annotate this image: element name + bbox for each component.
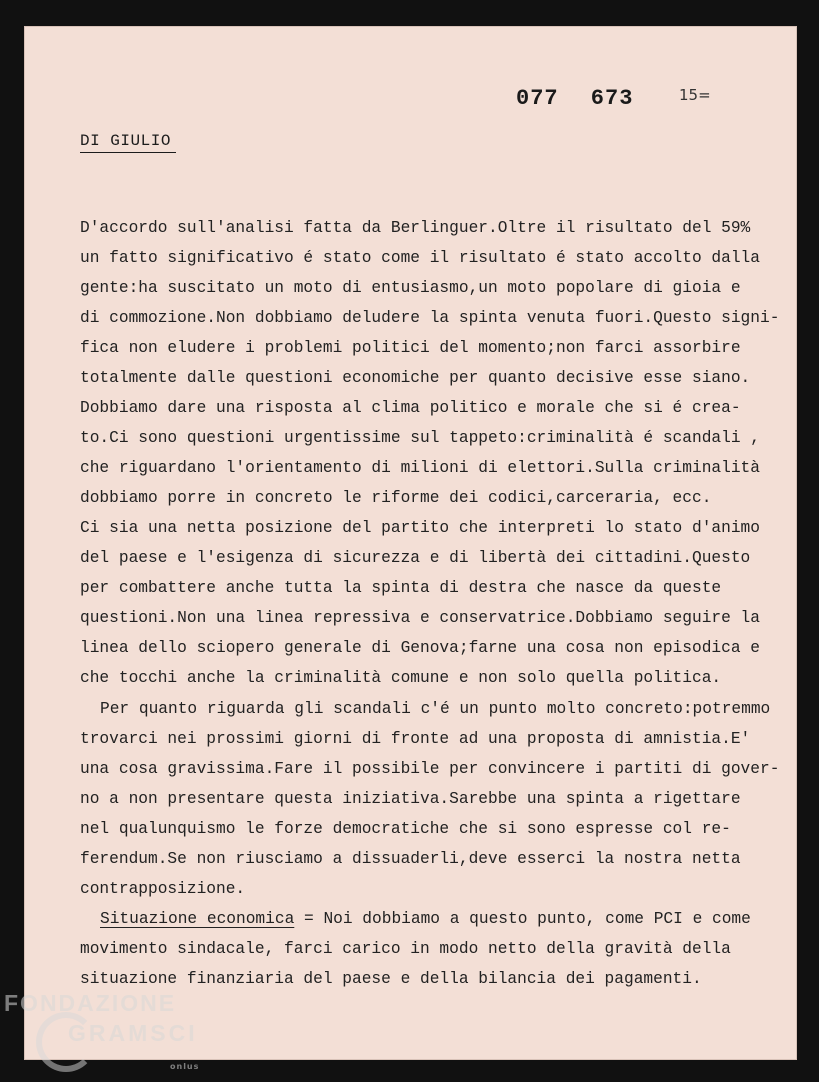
text-line: del paese e l'esigenza di sicurezza e di libertà dei cittadini.Questo: [80, 549, 751, 567]
text-line: linea dello sciopero generale di Genova;farne una cosa non episodica e: [80, 639, 760, 657]
text-line: fica non eludere i problemi politici del momento;non farci assorbire: [80, 339, 741, 357]
text-line-heading: [100, 909, 751, 929]
text-line: nel qualunquismo le forze democratiche che si sono espresse col re-: [80, 820, 731, 838]
text-line: Dobbiamo dare una risposta al clima politico e morale che si é crea-: [80, 399, 741, 417]
document-number: 077 673: [516, 86, 634, 111]
text-line: movimento sindacale, farci carico in modo netto della gravità della: [80, 940, 731, 958]
text-line: una cosa gravissima.Fare il possibile per convincere i partiti di gover-: [80, 760, 780, 778]
speaker-name: DI GIULIO: [80, 132, 171, 150]
text-line: trovarci nei prossimi giorni di fronte ad una proposta di amnistia.E': [80, 730, 751, 748]
text-line: to.Ci sono questioni urgentissime sul tappeto:criminalità é scandali ,: [80, 429, 760, 447]
text-line: ferendum.Se non riusciamo a dissuaderli,deve esserci la nostra netta: [80, 850, 741, 868]
section-heading: Situazione economica: [100, 910, 295, 928]
text-line: no a non presentare questa iniziativa.Sarebbe una spinta a rigettare: [80, 790, 741, 808]
text-line: un fatto significativo é stato come il risultato é stato accolto dalla: [80, 249, 760, 267]
text-line: questioni.Non una linea repressiva e conservatrice.Dobbiamo seguire la: [80, 609, 760, 627]
text-line: D'accordo sull'analisi fatta da Berlinguer.Oltre il risultato del 59%: [80, 219, 751, 237]
watermark-small: onlus: [170, 1062, 200, 1071]
text-line: Per quanto riguarda gli scandali c'é un punto molto concreto:potremmo: [100, 700, 771, 718]
typed-text-body: [24, 26, 797, 1026]
text-line: per combattere anche tutta la spinta di destra che nasce da queste: [80, 579, 722, 597]
text-line: totalmente dalle questioni economiche per quanto decisive esse siano.: [80, 369, 751, 387]
text-line: Ci sia una netta posizione del partito che interpreti lo stato d'animo: [80, 519, 760, 537]
text-line: di commozione.Non dobbiamo deludere la spinta venuta fuori.Questo signi-: [80, 309, 780, 327]
watermark-line1: FONDAZIONE: [4, 990, 177, 1016]
text-line: che tocchi anche la criminalità comune e non solo quella politica.: [80, 669, 722, 687]
text-line: dobbiamo porre in concreto le riforme dei codici,carceraria, ecc.: [80, 489, 712, 507]
text-line: che riguardano l'orientamento di milioni di elettori.Sulla criminalità: [80, 459, 760, 477]
text-line: gente:ha suscitato un moto di entusiasmo,un moto popolare di gioia e: [80, 279, 741, 297]
section-heading-continuation: = Noi dobbiamo a questo punto, come PCI e come: [294, 910, 751, 928]
page-number: 15=: [679, 86, 711, 104]
document-page: [24, 26, 797, 1060]
watermark-line2: GRAMSCI: [68, 1020, 198, 1046]
text-line: situazione finanziaria del paese e della bilancia dei pagamenti.: [80, 970, 702, 988]
text-line: contrapposizione.: [80, 880, 246, 898]
